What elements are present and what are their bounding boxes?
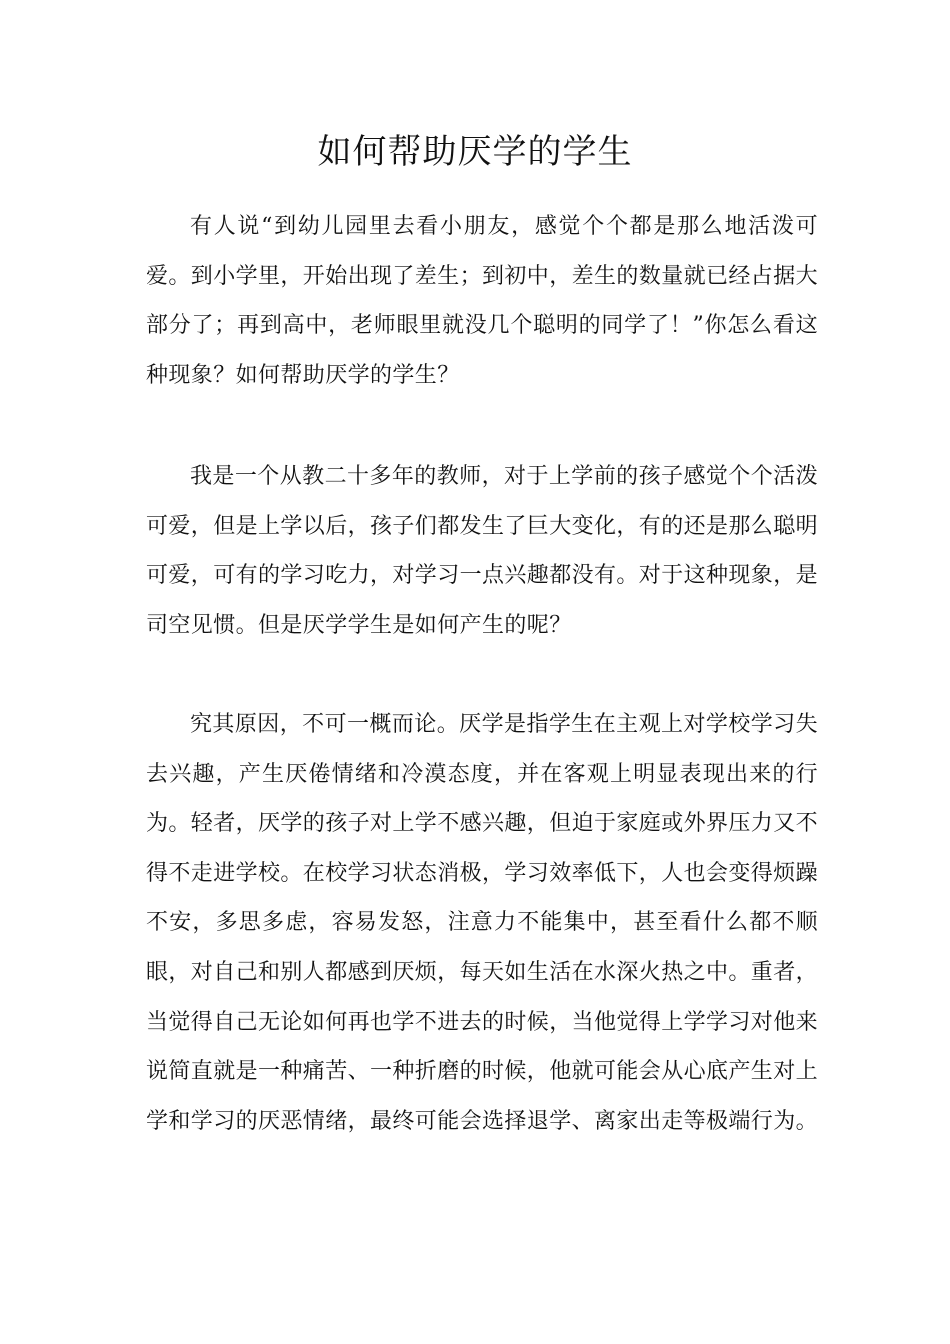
paragraph-3: 究其原因，不可一概而论。厌学是指学生在主观上对学校学习失去兴趣，产生厌倦情绪和冷漠态度，并在客观上明显表现出来的行为。轻者，厌学的孩子对上学不感兴趣，但迫于家庭或外界压力又不得不走进学校。在校学习状态消极，学习效率低下，人也会变得烦躁不安，多思多虑，容易发怒，注意力不能集中，甚至看什么都不顺眼，对自己和别人都感到厌烦，每天如生活在水深火热之中。重者，当觉得自己无论如何再也学不进去的时候，当他觉得上学学习对他来说简直就是一种痛苦、一种折磨的时候，他就可能会从心底产生对上学和学习的厌恶情绪，最终可能会选择退学、离家出走等极端行为。 (146, 712, 819, 1134)
document-title: 如何帮助厌学的学生 (317, 132, 633, 172)
paragraph-2: 我是一个从教二十多年的教师，对于上学前的孩子感觉个个活泼可爱，但是上学以后，孩子们都发生了巨大变化，有的还是那么聪明可爱，可有的学习吃力，对学习一点兴趣都没有。对于这种现象，是司空见惯。但是厌学学生是如何产生的呢？ (146, 464, 819, 638)
paragraph-1: 有人说“到幼儿园里去看小朋友，感觉个个都是那么地活泼可爱。到小学里，开始出现了差生；到初中，差生的数量就已经占据大部分了；再到高中，老师眼里就没几个聪明的同学了！”你怎么看这种现象？如何帮助厌学的学生？ (146, 214, 819, 388)
